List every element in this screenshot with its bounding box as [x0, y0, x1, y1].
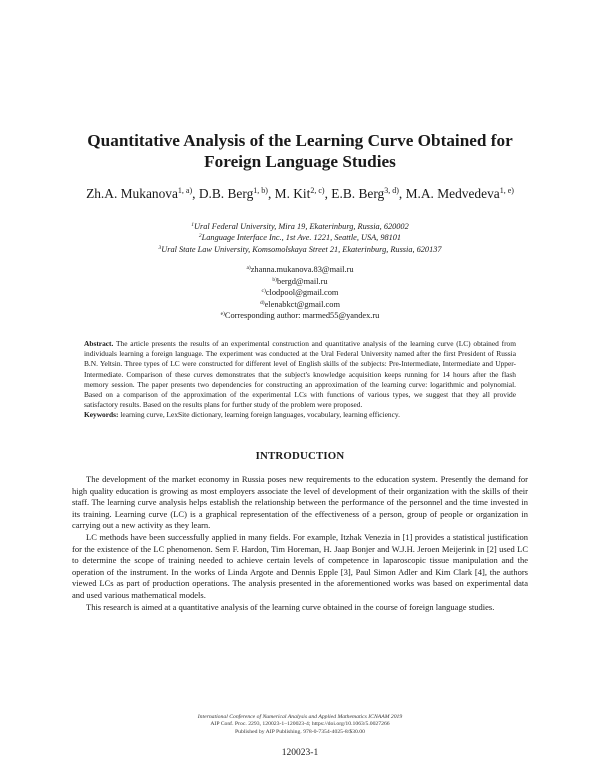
paragraph: LC methods have been successfully applied in many fields. For example, Itzhak Venezia in [1] provides a statistical justification for the existence of the LC phenomenon. Sem F. Hardon, Tim Horeman, H. Jaap Bonjer and W.J.H. Jeroen Meijerink in [2] used LC to determine the scope of training needed to achieve certain levels of competence in laparoscopic tissue manipulation and the operation of the instrument. In the works of Linda Argote and Dennis Epple [3], Paul Simon Adler and Kim Clark [4], the authors viewed LCs as part of production operations. The analysis presented in the aforementioned works was based on experimental data and used various mathematical models. [72, 531, 528, 600]
affiliation: $^1$Ural Federal University, Mira 19, Ekaterinburg, Russia, 620002 [191, 222, 409, 231]
keywords-text: learning curve, LexSite dictionary, learning foreign languages, vocabulary, learning efficiency. [120, 410, 400, 420]
email-entry: $^{d)}$elenabkct@gmail.com [260, 299, 340, 309]
affiliation-list [60, 221, 540, 255]
body-text [72, 474, 528, 613]
paragraph: The development of the market economy in Russia poses new requirements to the education system. Presently the demand for high quality education is growing as most employers associate the level of development of their organization with the skills of their staff. The learning curve analysis helps establish the relationship between the performance of the personnel and the time invested in its training. Learning curve (LC) is a graphical representation of the effectiveness of a person, group of people or organization in carrying out a new activity as they learn. [72, 474, 528, 531]
paper-title-line: Foreign Language Studies [204, 152, 396, 171]
email-entry: $^{e)}$Corresponding author: marmed55@yandex.ru [220, 311, 380, 320]
author: Zh.A. Mukanova$^{1, a)}$, [86, 186, 199, 201]
page-number: 120023-1 [281, 748, 319, 758]
email-list [100, 264, 500, 322]
author: E.B. Berg$^{3, d)}$, [331, 186, 406, 201]
affiliation: $^2$Language Interface Inc., 1st Ave. 1221, Seattle, USA, 98101 [198, 233, 402, 243]
footer-publisher: Published by AIP Publishing. 978-0-7354-4025-8/$30.00 [235, 728, 365, 735]
abstract-label: Abstract. [84, 339, 114, 348]
keywords [84, 410, 516, 420]
paper-title [60, 130, 540, 172]
paper-title-line: Quantitative Analysis of the Learning Curve Obtained for [87, 131, 513, 150]
email-entry: $^{a)}$zhanna.mukanova.83@mail.ru [246, 265, 354, 274]
affiliation: $^3$Ural State Law University, Komsomolskaya Street 21, Ekaterinburg, Russia, 620137 [158, 244, 442, 254]
abstract-body [84, 339, 516, 410]
author: M. Kit$^{2, c)}$, [274, 186, 332, 201]
keywords-label: Keywords: [84, 410, 119, 420]
email-entry: $^{b)}$bergd@mail.ru [272, 276, 328, 286]
abstract [84, 339, 516, 421]
section-heading: INTRODUCTION [255, 450, 345, 462]
author: M.A. Medvedeva$^{1, e)}$ [405, 186, 514, 201]
author: D.B. Berg$^{1, b)}$, [198, 186, 275, 201]
author-list [40, 185, 560, 203]
email-entry: $^{c)}$clodpool@gmail.com [261, 288, 339, 297]
footer-conference: International Conference of Numerical Analysis and Applied Mathematics ICNAAM 2019 [197, 714, 403, 720]
footer-citation: AIP Conf. Proc. 2293, 120023-1–120023-4; https://doi.org/10.1063/5.0027266 [210, 721, 390, 728]
paragraph: This research is aimed at a quantitative analysis of the learning curve obtained in the course of foreign language studies. [86, 601, 495, 612]
abstract-text: The article presents the results of an experimental construction and quantitative analysis of the learning curve (LC) obtained from individuals learning a foreign language. The experiment was conducted at the Ural Federal University named after the first President of Russia B.N. Yeltsin. Three types of LC were constructed for different level of English skills of the subjects: Pre-Intermediate, Intermediate and Upper-Intermediate. Comparison of these curves demonstrates that the subject's knowledge acquisition keeps running for 14 hours after the flash memory session. The paper presents two dependencies for constructing an approximation of the learning curve: logarithmic and polynomial. Based on a comparison of the approximation of the experimental LCs with functions of various types, we suggest that they all provide satisfactory results. Based on the results plans for further study of the problem were proposed. [84, 339, 516, 410]
page-footer [100, 714, 500, 736]
